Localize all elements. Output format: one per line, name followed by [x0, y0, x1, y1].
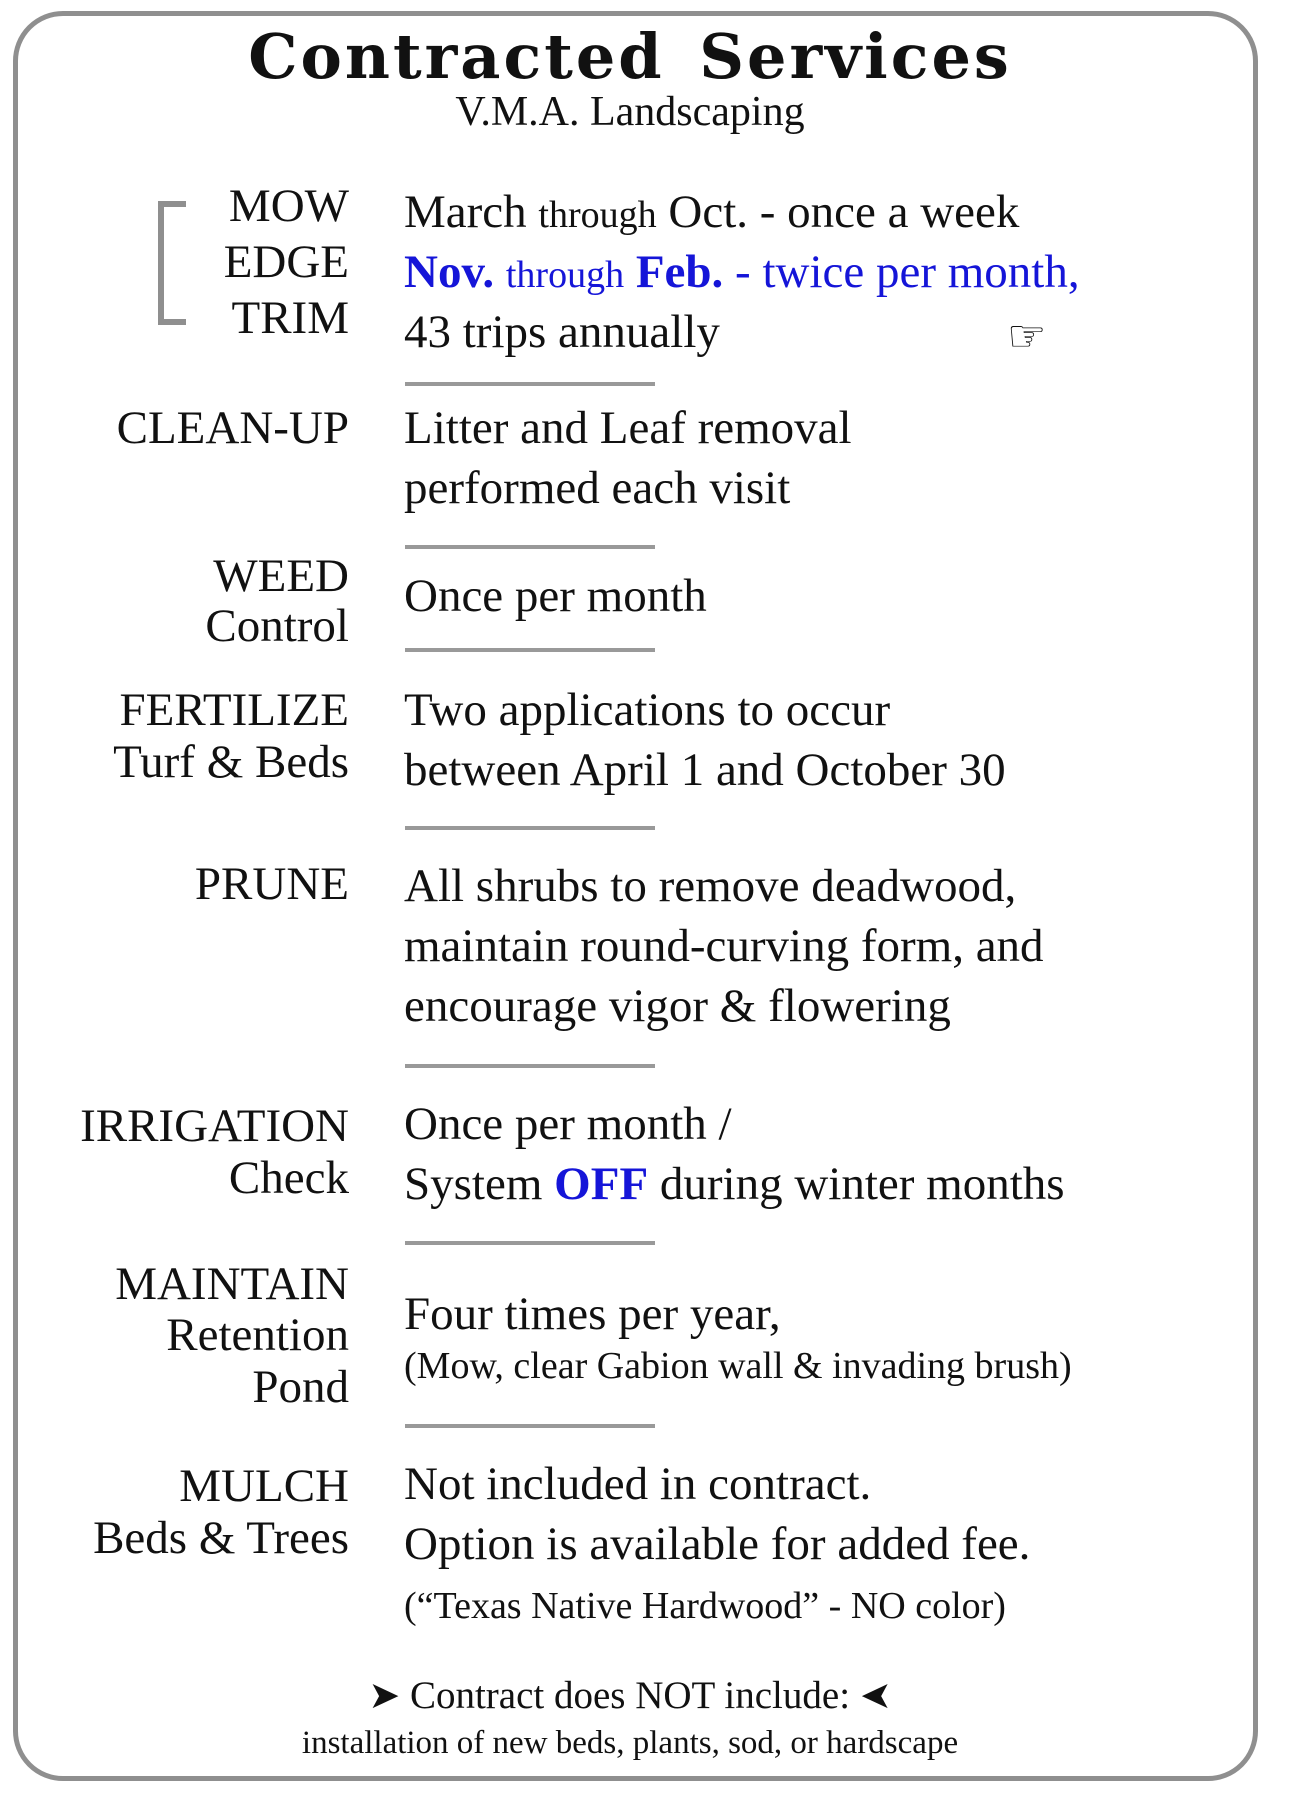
- mulch-line1: Not included in contract.: [404, 1458, 872, 1510]
- page-subtitle: V.M.A. Landscaping: [455, 89, 805, 135]
- cleanup-line2: performed each visit: [404, 462, 791, 514]
- irrigation-line1: Once per month /: [404, 1098, 732, 1150]
- mow-schedule-line2: [404, 242, 1080, 305]
- divider: [405, 1064, 655, 1068]
- arrow-right-icon: ➤: [368, 1675, 401, 1717]
- mow-trips-count: 43 trips annually: [404, 306, 720, 358]
- label-trim: TRIM: [231, 292, 349, 344]
- label-weed-control: Control: [205, 600, 349, 652]
- mow-line2-month: Feb.: [635, 246, 724, 298]
- label-irrigation-check: Check: [228, 1152, 349, 1204]
- mow-line2-through: through: [505, 254, 625, 296]
- page-title: Contracted Services: [248, 20, 1012, 93]
- label-pond: Pond: [252, 1361, 349, 1413]
- irrigation-off-status: OFF: [554, 1158, 649, 1210]
- footer-note-text: Contract does NOT include:: [409, 1674, 851, 1717]
- maintain-line1: Four times per year,: [404, 1288, 781, 1340]
- mow-line2-end: - twice per month,: [735, 246, 1080, 298]
- mow-line1-through: through: [538, 194, 657, 236]
- irrigation-line2-end: during winter months: [648, 1158, 1065, 1210]
- fertilize-line2: between April 1 and October 30: [404, 744, 1006, 796]
- mulch-line3: (“Texas Native Hardwood” - NO color): [404, 1585, 1006, 1627]
- mow-line2-start: Nov.: [404, 246, 495, 298]
- bracket-icon: [158, 201, 186, 325]
- footer-note: [0, 1673, 1260, 1718]
- divider: [405, 1241, 655, 1245]
- label-turf-beds: Turf & Beds: [113, 736, 349, 788]
- label-weed: WEED: [213, 550, 349, 602]
- mow-line1-end: Oct. - once a week: [668, 186, 1020, 238]
- label-edge: EDGE: [223, 236, 349, 288]
- irrigation-line2-start: System: [404, 1158, 555, 1210]
- divider: [405, 826, 655, 830]
- divider: [405, 648, 655, 652]
- label-clean-up: CLEAN-UP: [116, 402, 349, 454]
- label-beds-trees: Beds & Trees: [93, 1512, 349, 1564]
- label-fertilize: FERTILIZE: [119, 684, 349, 736]
- mulch-line2: Option is available for added fee.: [404, 1518, 1031, 1570]
- label-mulch: MULCH: [179, 1460, 349, 1512]
- divider: [405, 382, 655, 386]
- footer-detail: installation of new beds, plants, sod, or hardscape: [301, 1725, 959, 1761]
- pointing-hand-icon: ☞: [1007, 311, 1047, 362]
- divider: [405, 545, 655, 549]
- fertilize-line1: Two applications to occur: [404, 684, 891, 736]
- arrow-left-icon: ➤: [859, 1675, 892, 1717]
- weed-frequency: Once per month: [404, 570, 707, 622]
- mow-line1-start: March: [404, 186, 527, 238]
- irrigation-line2: [404, 1154, 1065, 1214]
- label-irrigation: IRRIGATION: [80, 1100, 349, 1152]
- label-prune: PRUNE: [194, 858, 349, 910]
- maintain-line2: (Mow, clear Gabion wall & invading brush): [404, 1345, 1072, 1387]
- prune-line3: encourage vigor & flowering: [404, 980, 951, 1032]
- prune-line1: All shrubs to remove deadwood,: [404, 860, 1017, 912]
- divider: [405, 1424, 655, 1428]
- label-retention: Retention: [166, 1309, 349, 1361]
- cleanup-line1: Litter and Leaf removal: [404, 402, 852, 454]
- label-maintain: MAINTAIN: [115, 1258, 349, 1310]
- prune-line2: maintain round-curving form, and: [404, 920, 1044, 972]
- label-mow: MOW: [228, 180, 349, 232]
- mow-schedule-line1: [404, 182, 1019, 245]
